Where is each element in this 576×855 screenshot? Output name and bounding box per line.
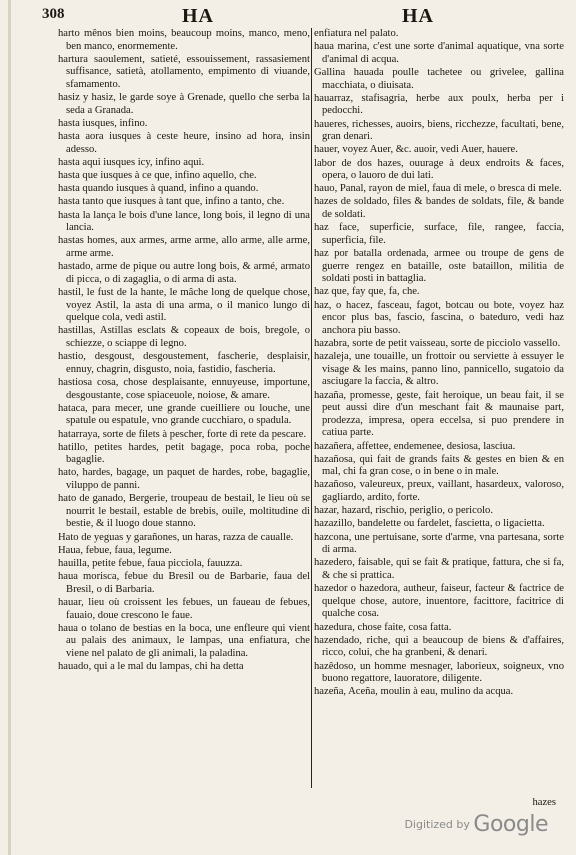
digitized-by-watermark [404,812,548,837]
dictionary-entry: hastado, arme de pique ou autre long bois, & armé, armato di picca, o di zagaglia, o di arma di asta. [58,261,310,285]
dictionary-entry: hazedor o hazedora, autheur, faiseur, facteur & factrice de quelque chose, autore, inuentore, facittore, facitrice di qualche cosa. [314,583,564,620]
dictionary-entry: hazedero, faisable, qui se fait & pratique, fattura, che si fa, & che si prattica. [314,557,564,581]
dictionary-entry: labor de dos hazes, ouurage à deux endroits & faces, opera, o lauoro de dui lati. [314,157,564,182]
dictionary-entry: hastil, le fust de la hante, le mâche long de quelque chose, voyez Astil, la asta di una arma, o il manico lungo di quelque cola, vedi astil. [58,287,310,324]
dictionary-entry: hazañera, affettee, endemenee, desiosa, lasciua. [314,440,516,452]
dictionary-entry: hazes de soldado, files & bandes de soldats, file, & bande de soldati. [314,196,564,221]
google-logo: Google [473,812,548,837]
dictionary-entry: hato de ganado, Bergerie, troupeau de bestail, le lieu où se nourrit le bestail, estable de brebis, ouile, moltitudine di bestie, & il luogo doue stanno. [58,493,310,530]
dictionary-entry: haua marina, c'est une sorte d'animal aquatique, vna sorte d'animal di acqua. [314,41,564,65]
dictionary-entry: hasta aqui iusques icy, infino aqui. [58,156,205,168]
left-column [58,28,310,674]
dictionary-entry: hataca, para mecer, une grande cueilliere ou louche, une spatule ou espatule, vno grande cucchiaro, o spadula. [58,402,310,427]
dictionary-entry: haz, o hacez, fasceau, fagot, botcau ou bote, voyez haz encor plus bas, fascio, fascina, o bateduro, vedi haz anchora piu basso. [314,299,564,336]
dictionary-entry: haz por batalla ordenada, armee ou troupe de gens de guerre rengez en bataille, oste bataillon, militia de soldati posti in battaglia. [314,248,564,285]
running-header [0,4,576,28]
header-left-letters: HA [182,5,214,27]
dictionary-entry: hastillas, Astillas esclats & copeaux de bois, bregole, o schiezze, o sciappe di legno. [58,325,310,349]
dictionary-entry: hauado, qui a le mal du lampas, chi ha detta [58,661,244,673]
page-number: 308 [42,6,65,22]
digitized-by-text: Digitized by [404,818,470,831]
dictionary-entry: haua morisca, febue du Bresil ou de Barbarie, faua del Bresil, o di Barbaria. [58,571,310,595]
dictionary-entry: hazaleja, une touaille, un frottoir ou serviette à essuyer le visage & les mains, panno lino, pannicello, sugatoio da asciugare la faccia, & altro. [314,351,564,388]
dictionary-entry: haz face, superficie, surface, file, rangee, faccia, superficia, file. [314,222,564,246]
dictionary-entry: hasiz y hasiz, le garde soye à Grenade, quello che serba la seda a Granada. [58,92,310,116]
dictionary-entry: hatillo, petites hardes, petit bagage, poca roba, poche bagaglie. [58,441,310,466]
dictionary-entry: hastiosa cosa, chose desplaisante, ennuyeuse, importune, desgoustante, cose spiaceuole, noiose, & amare. [58,376,310,401]
dictionary-entry: hazaña, promesse, geste, fait heroique, un beau fait, il se peut aussi dire d'un meschant fait & maunaise part, prodezza, impresa, opera eccelsa, si puo prendere in catiua parte. [314,389,564,439]
dictionary-entry: hastas homes, aux armes, arme arme, allo arme, alle arme, arme arme. [58,235,310,260]
dictionary-entry: hazêdoso, un homme mesnager, laborieux, soigneux, vno buono regattore, lauoratore, diligente. [314,660,564,685]
dictionary-entry: hazcona, une pertuisane, sorte d'arme, vna partesana, sorte di arma. [314,531,564,556]
dictionary-entry: hato, hardes, bagage, un paquet de hardes, robe, bagaglie, viluppo de panni. [58,467,310,492]
dictionary-entry: hastio, desgoust, desgoustement, fascherie, desplaisir, ennuy, chagrin, disgusto, noia, fastidio, fascheria. [58,351,310,375]
dictionary-entry: hartura saoulement, satieté, essouissement, rassasiement suffisance, satietà, atollamento, empimento di viuande, sfamamento. [58,53,310,90]
dictionary-entry: hasta iusques, infino. [58,117,148,129]
page-edge [8,0,11,855]
dictionary-entry: hatarraya, sorte de filets à pescher, forte di rete da pescare. [58,428,307,440]
dictionary-entry: Haua, febue, faua, legume. [58,544,172,556]
dictionary-entry: Gallina hauada poulle tachetee ou grivelee, gallina macchiata, o diuisata. [314,66,564,91]
dictionary-entry: hasta tanto que iusques à tant que, infino a tanto, che. [58,196,285,208]
dictionary-entry: hauo, Panal, rayon de miel, faua di mele, o bresca di mele. [314,183,562,195]
dictionary-entry: haz que, fay que, fa, che. [314,286,420,298]
dictionary-entry: hazedura, chose faite, cosa fatta. [314,621,452,633]
catchword: hazes [532,797,556,808]
dictionary-entry: hauarraz, stafisagria, herbe aux poulx, herba per i pedocchi. [314,92,564,117]
dictionary-entry: hauar, lieu où croissent les febues, un faueau de febues, fauaio, doue crescono le faue. [58,596,310,621]
dictionary-entry: hasta quando iusques à quand, infino a quando. [58,183,259,195]
dictionary-entry: hauer, voyez Auer, &c. auoir, vedi Auer, hauere. [314,144,518,156]
dictionary-entry: hazar, hazard, rischio, periglio, o pericolo. [314,505,494,517]
dictionary-entry: hasta que iusques à ce que, infino aquello, che. [58,170,257,182]
dictionary-entry: enfiatura nel palato. [314,28,399,39]
dictionary-entry: hazeña, Aceña, moulin à eau, mulino da acqua. [314,686,514,698]
dictionary-entry: haueres, richesses, auoirs, biens, ricchezze, facultati, bene, gran denari. [314,118,564,143]
dictionary-entry: hasta la lança le bois d'une lance, long bois, il legno di una lancia. [58,209,310,234]
dictionary-entry: hauilla, petite febue, faua picciola, fauuzza. [58,558,243,569]
column-divider [311,28,312,788]
dictionary-entry: hazañosa, qui fait de grands faits & gestes en bien & en mal, chi fa gran cose, o in bene o in male. [314,453,564,478]
dictionary-entry: haua o tolano de bestias en la boca, une enfleure qui vient au palais des animaux, le lampas, una enfiatura, che viene nel palato de gli animali, la paladina. [58,622,310,659]
dictionary-entry: hasta aora iusques à ceste heure, insino ad hora, insin adesso. [58,131,310,155]
dictionary-entry: harto mênos bien moins, beaucoup moins, manco, meno, ben manco, enormemente. [58,28,310,52]
header-right-letters: HA [402,5,434,27]
dictionary-entry: Hato de yeguas y garañones, un haras, razza de caualle. [58,531,294,543]
right-column [314,28,564,699]
dictionary-entry: hazendado, riche, qui a beaucoup de biens & d'affaires, ricco, colui, che ha granbeni, & denari. [314,634,564,659]
dictionary-entry: hazañoso, valeureux, preux, vaillant, hasardeux, valoroso, gagliardo, ardito, forte. [314,479,564,504]
dictionary-entry: hazazillo, bandelette ou fardelet, fascietta, o ligacietta. [314,518,545,530]
dictionary-entry: hazabra, sorte de petit vaisseau, sorte de picciolo vassello. [314,337,561,349]
